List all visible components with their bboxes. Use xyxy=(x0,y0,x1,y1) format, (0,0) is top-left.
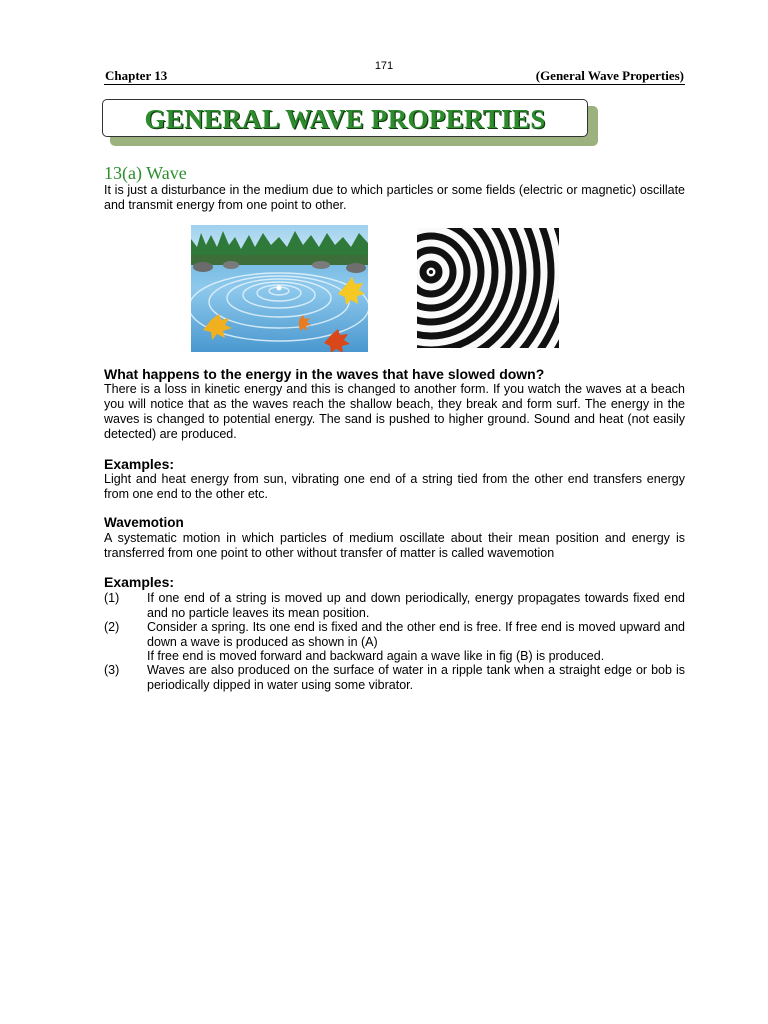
energy-question: What happens to the energy in the waves that have slowed down? xyxy=(104,366,545,382)
list-text: If free end is moved forward and backward again a wave like in fig (B) is produced. xyxy=(147,649,605,663)
examples-text-1: Light and heat energy from sun, vibrating one end of a string tied from the other end transfers energy from one end to the other etc. xyxy=(104,472,685,501)
page-number: 171 xyxy=(374,60,394,72)
concentric-rings-image xyxy=(417,228,559,348)
examples-heading-2: Examples: xyxy=(104,574,175,590)
energy-answer: There is a loss in kinetic energy and this is changed to another form. If you watch the waves at a beach you will notice that as the waves reach the shallow beach, they break and form surf. The energy in the waves is changed to potential energy. The sand is pushed to higher ground. Sound and heat (not easily detected) are produced. xyxy=(104,382,685,441)
wavemotion-heading: Wavemotion xyxy=(104,515,184,530)
list-text: Waves are also produced on the surface of water in a ripple tank when a straight edge or bob is periodically dipped in water using some vibrator. xyxy=(147,663,685,692)
list-number: (3) xyxy=(104,663,120,677)
section-heading: 13(a) Wave xyxy=(104,163,187,183)
wavemotion-text: A systematic motion in which particles of medium oscillate about their mean position and energy is transferred from one point to other without transfer of matter is called wavemotion xyxy=(104,531,685,560)
page-title: GENERAL WAVE PROPERTIES xyxy=(144,104,546,134)
wave-definition: It is just a disturbance in the medium due to which particles or some fields (electric or magnetic) oscillate and transmit energy from one point to other. xyxy=(104,183,685,212)
list-text: If one end of a string is moved up and down periodically, energy propagates towards fixed end and no particle leaves its mean position. xyxy=(147,591,685,620)
list-text: Consider a spring. Its one end is fixed and the other end is free. If free end is moved upward and down a wave is produced as shown in (A) xyxy=(147,620,685,649)
title-box xyxy=(102,99,588,137)
examples-heading-1: Examples: xyxy=(104,456,175,472)
list-number: (1) xyxy=(104,591,120,605)
header-rule xyxy=(104,84,685,85)
running-title: (General Wave Properties) xyxy=(535,68,684,83)
list-number: (2) xyxy=(104,620,120,634)
pond-ripples-image xyxy=(191,225,368,352)
chapter-label: Chapter 13 xyxy=(105,68,168,83)
